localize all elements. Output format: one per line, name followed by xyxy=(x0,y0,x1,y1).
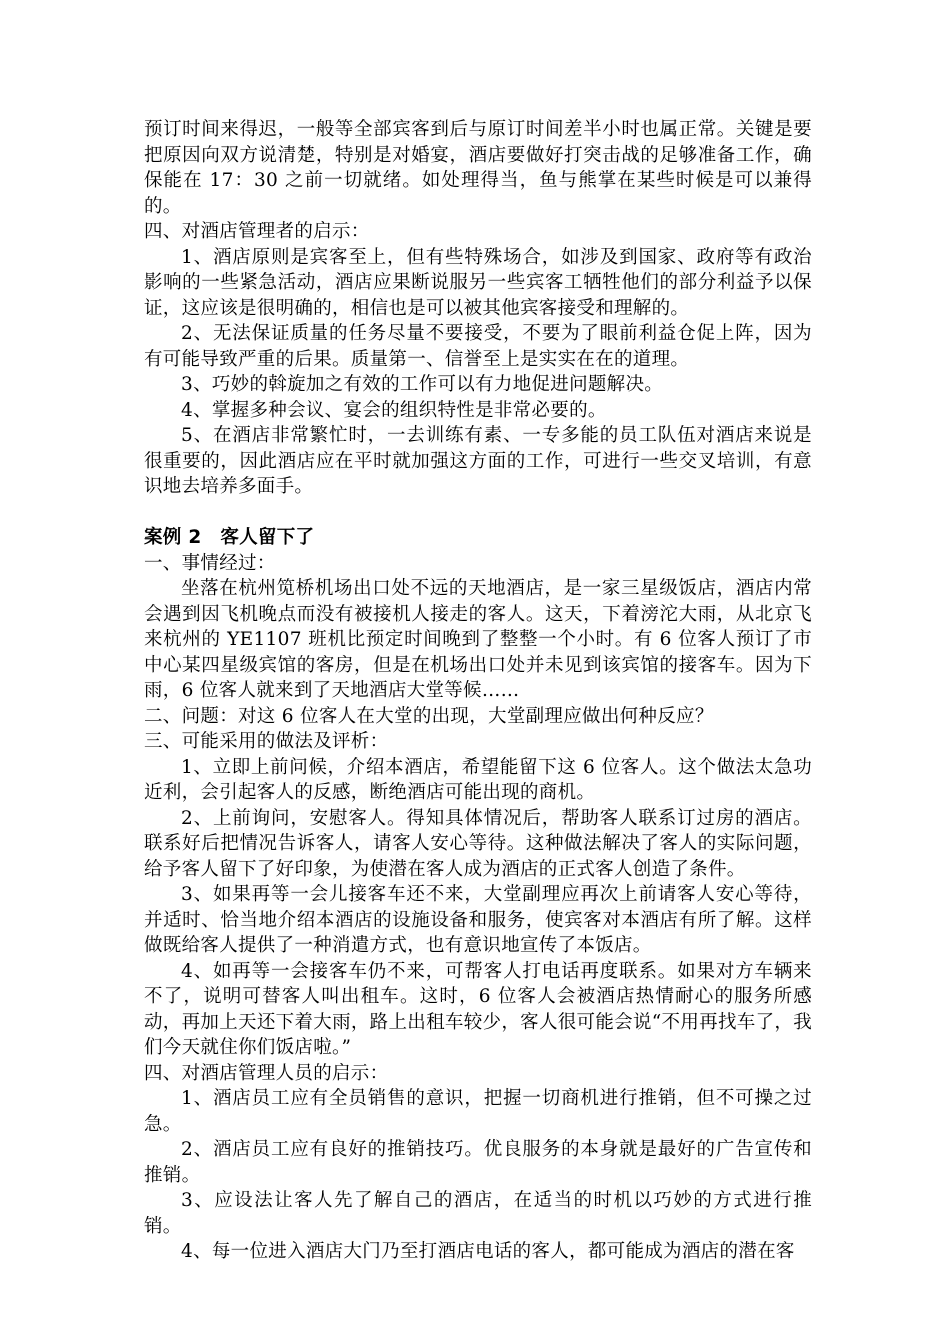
manager-inspiration-item: 3、巧妙的斡旋加之有效的工作可以有力地促进问题解决。 xyxy=(181,374,664,395)
case-title: 案例 2 客人留下了 xyxy=(144,527,315,548)
continued-paragraph: 预订时间来得迟，一般等全部宾客到后与原订时间差半小时也属正常。关键是要把原因向双方说清楚，特别是对婚宴，酒店要做好打突击战的足够准备工作，确保能在 17：30 之前一切就绪。如处理得当，鱼与熊掌在某些时候是可以兼得的。 xyxy=(144,119,812,217)
manager-inspiration-heading: 四、对酒店管理者的启示： xyxy=(144,221,370,242)
method-item: 4、如再等一会接客车仍不来，可帮客人打电话再度联系。如果对方车辆来不了，说明可替客人叫出租车。这时，6 位客人会被酒店热情耐心的服务所感动，再加上天还下着大雨，路上出租车较少，客人很可能会说“不用再找车了，我们今天就住你们饭店啦。” xyxy=(144,960,812,1058)
document-body xyxy=(144,117,812,1265)
staff-inspiration-item: 4、每一位进入酒店大门乃至打酒店电话的客人，都可能成为酒店的潜在客 xyxy=(181,1241,795,1262)
method-item: 1、立即上前问候，介绍本酒店，希望能留下这 6 位客人。这个做法太急功近利，会引起客人的反感，断绝酒店可能出现的商机。 xyxy=(144,756,812,803)
methods-heading: 三、可能采用的做法及评析： xyxy=(144,731,389,752)
story-heading: 一、事情经过： xyxy=(144,552,276,574)
staff-inspiration-item: 3、应设法让客人先了解自己的酒店，在适当的时机以巧妙的方式进行推销。 xyxy=(144,1190,812,1237)
story-paragraph: 坐落在杭州笕桥机场出口处不远的天地酒店，是一家三星级饭店，酒店内常会遇到因飞机晚点而没有被接机人接走的客人。这天，下着滂沱大雨，从北京飞来杭州的 YE1107 班机比预定时间晚到了整整一个小时。有 6 位客人预订了市中心某四星级宾馆的客房，但是在机场出口处并未见到该宾馆的接客车。因为下雨，6 位客人就来到了天地酒店大堂等候…… xyxy=(144,578,812,701)
method-item: 3、如果再等一会儿接客车还不来，大堂副理应再次上前请客人安心等待，并适时、恰当地介绍本酒店的设施设备和服务，使宾客对本酒店有所了解。这样做既给客人提供了一种消遣方式，也有意识地宣传了本饭店。 xyxy=(144,884,812,956)
manager-inspiration-item: 5、在酒店非常繁忙时，一去训练有素、一专多能的员工队伍对酒店来说是很重要的，因此酒店应在平时就加强这方面的工作，可进行一些交叉培训，有意识地去培养多面手。 xyxy=(144,425,812,497)
method-item: 2、上前询问，安慰客人。得知具体情况后，帮助客人联系订过房的酒店。联系好后把情况告诉客人，请客人安心等待。这种做法解决了客人的实际问题，给予客人留下了好印象，为使潜在客人成为酒店的正式客人创造了条件。 xyxy=(144,807,812,880)
question-line: 二、问题：对这 6 位客人在大堂的出现，大堂副理应做出何种反应？ xyxy=(144,705,714,727)
manager-inspiration-item: 2、无法保证质量的任务尽量不要接受，不要为了眼前利益仓促上阵，因为有可能导致严重的后果。质量第一、信誉至上是实实在在的道理。 xyxy=(144,323,812,370)
manager-inspiration-item: 4、掌握多种会议、宴会的组织特性是非常必要的。 xyxy=(181,399,607,421)
staff-inspiration-item: 1、酒店员工应有全员销售的意识，把握一切商机进行推销，但不可操之过急。 xyxy=(144,1088,812,1135)
section-spacer xyxy=(144,500,812,526)
staff-inspiration-heading: 四、对酒店管理人员的启示： xyxy=(144,1062,389,1084)
staff-inspiration-item: 2、酒店员工应有良好的推销技巧。优良服务的本身就是最好的广告宣传和推销。 xyxy=(144,1139,812,1186)
manager-inspiration-item: 1、酒店原则是宾客至上，但有些特殊场合，如涉及到国家、政府等有政治影响的一些紧急活动，酒店应果断说服另一些宾客工牺牲他们的部分利益予以保证，这应该是很明确的，相信也是可以被其他宾客接受和理解的。 xyxy=(144,246,812,319)
